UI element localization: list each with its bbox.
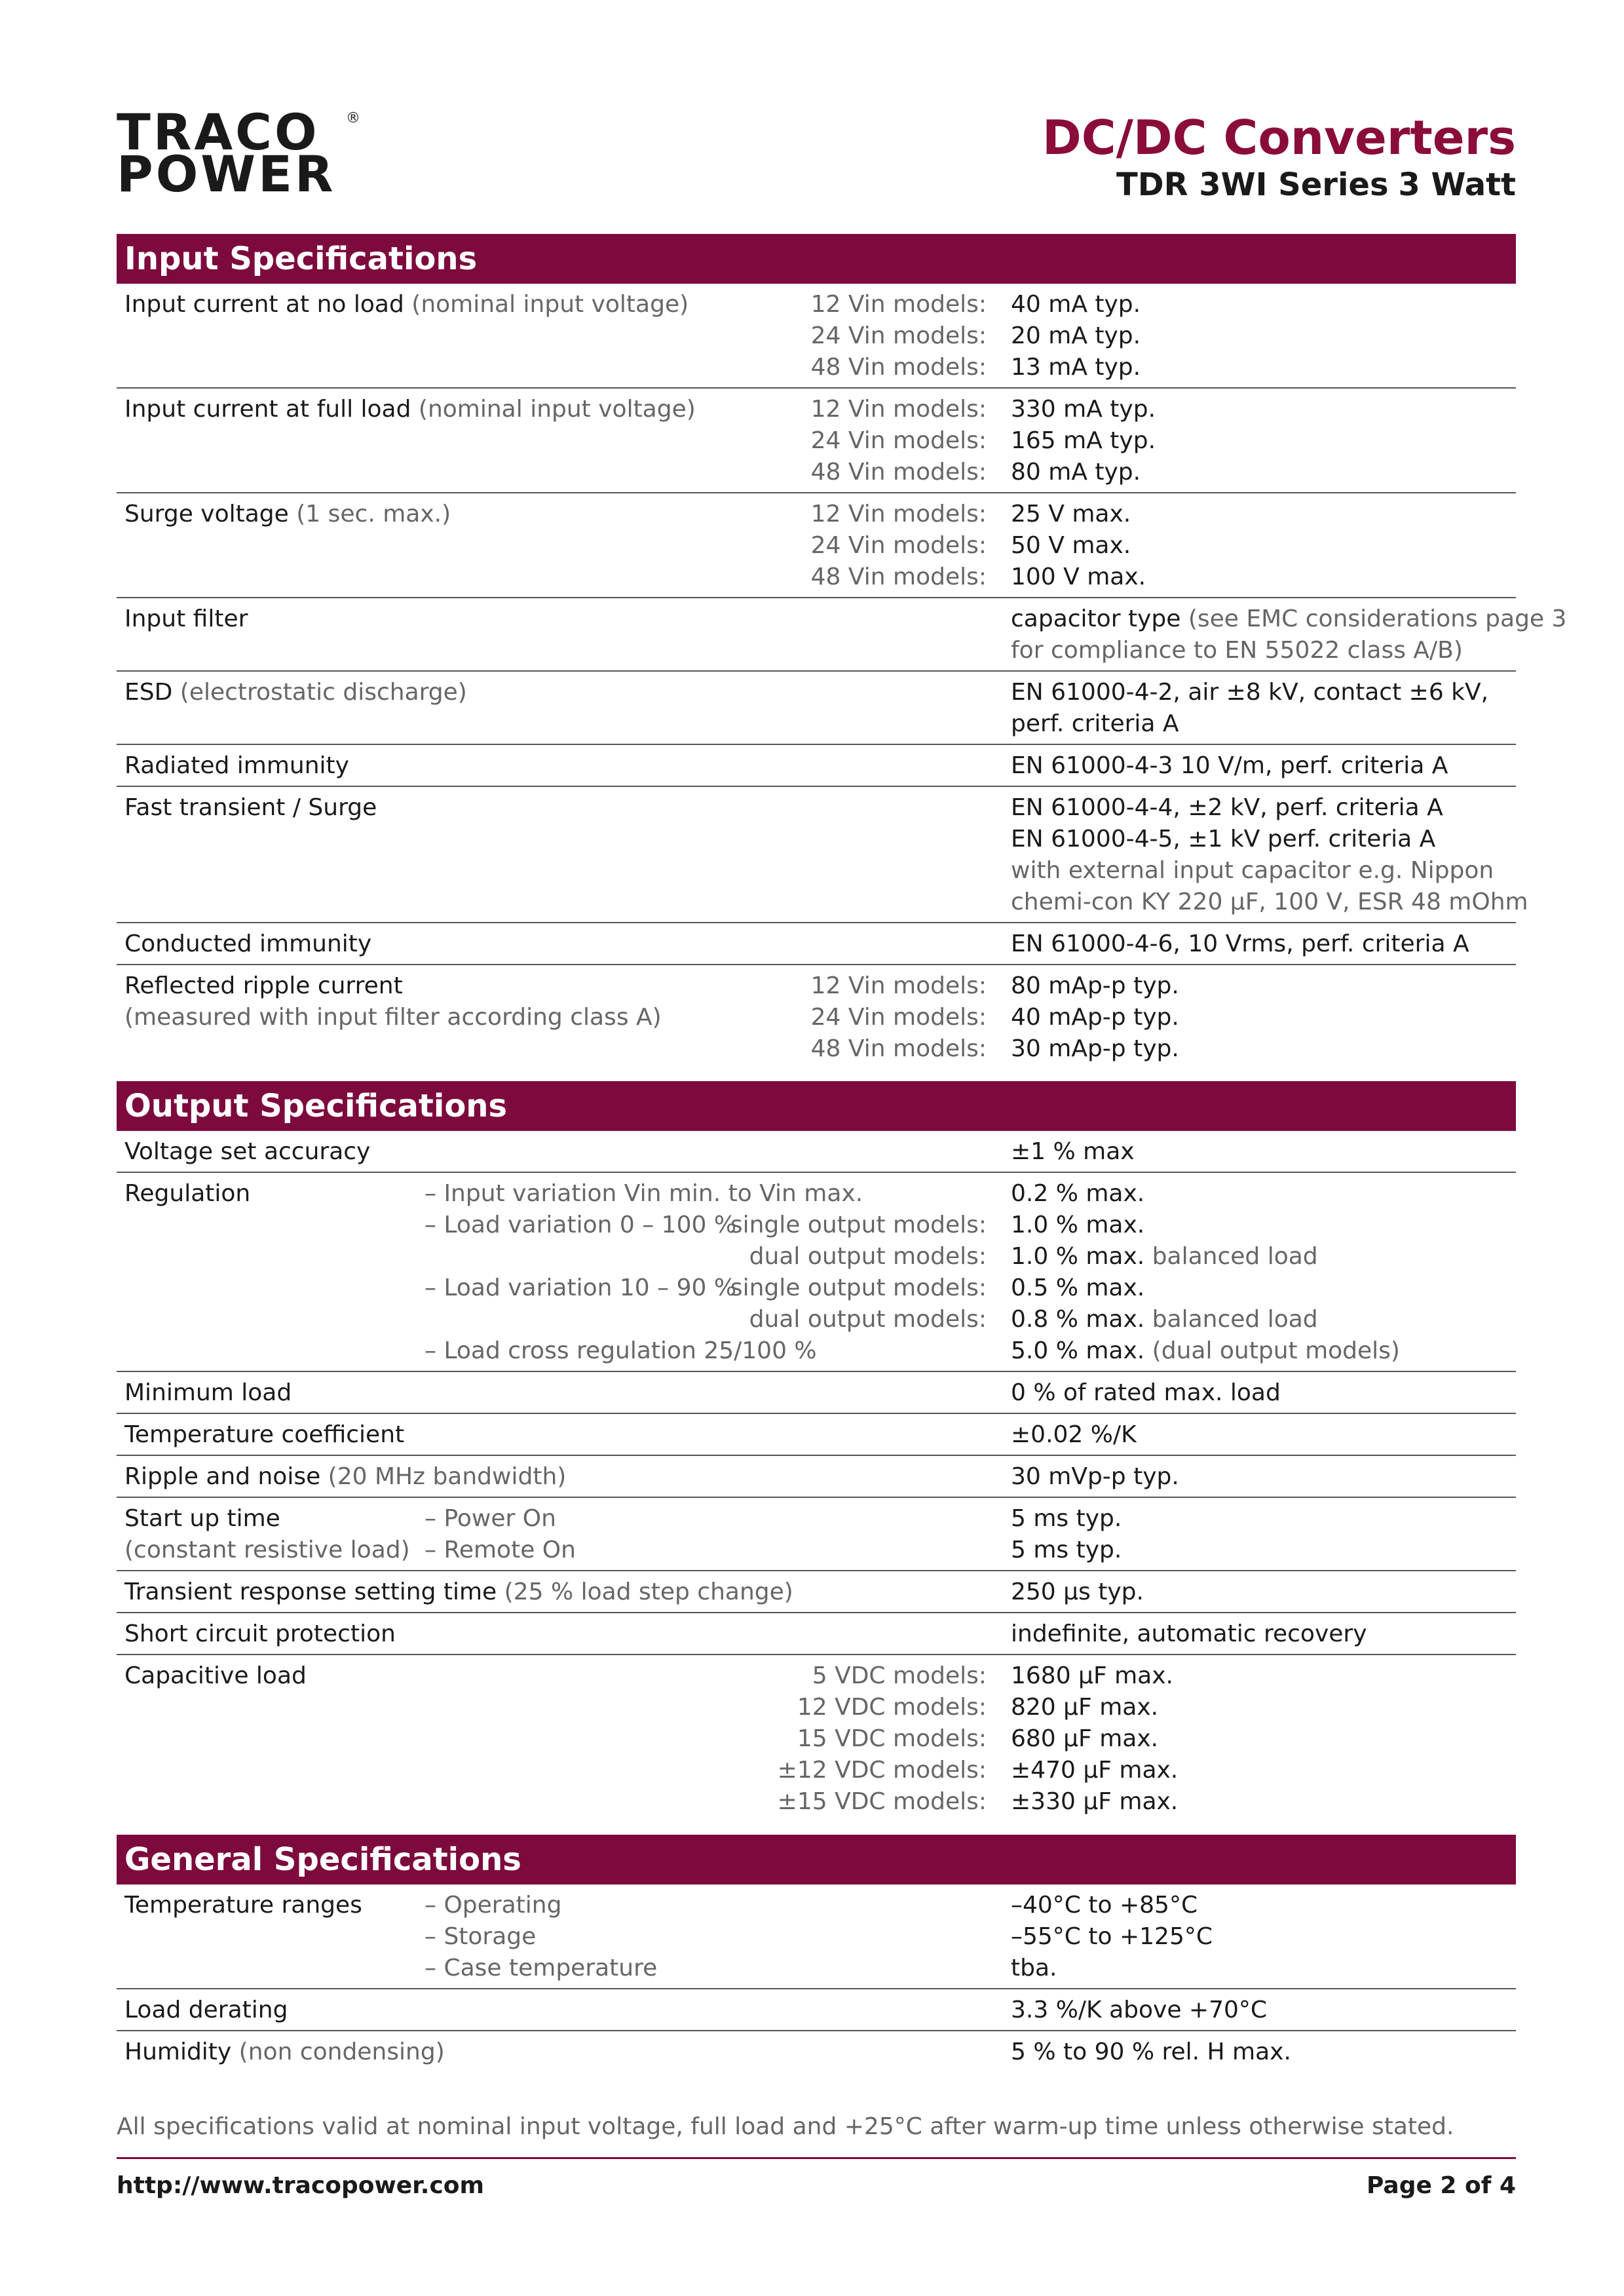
spec-value (1011, 1241, 1515, 1272)
section-header: Input Specifications (117, 234, 1516, 284)
spec-value-list (1011, 289, 1515, 383)
spec-label-text: Input current at full load (124, 396, 411, 423)
spec-label-text: Short circuit protection (124, 1620, 396, 1647)
spec-label-note: (non condensing) (231, 2038, 445, 2065)
section-header: General Specifications (117, 1835, 1516, 1885)
spec-value-text: 1.0 % max. (1011, 1243, 1145, 1270)
spec-label-text: Capacitive load (124, 1662, 307, 1689)
spec-row (117, 745, 1516, 787)
spec-row (117, 965, 1516, 1069)
document-title: DC/DC Converters (1042, 110, 1516, 165)
spec-value-text: 5 ms typ. (1011, 1537, 1122, 1563)
spec-value-text: tba. (1011, 1955, 1057, 1981)
spec-value (1011, 677, 1515, 708)
spec-value-text: 80 mAp-p typ. (1011, 972, 1179, 999)
spec-value-text: ±470 µF max. (1011, 1757, 1179, 1784)
spec-row (117, 923, 1516, 965)
spec-model-list (730, 1178, 987, 1367)
spec-value-text: 50 V max. (1011, 532, 1131, 559)
spec-value (1011, 1178, 1515, 1210)
spec-value-text: 5 % to 90 % rel. H max. (1011, 2038, 1291, 2065)
spec-label (124, 970, 662, 1033)
logo-line-2: POWER (117, 145, 336, 203)
spec-label-text: Transient response setting time (124, 1578, 497, 1605)
spec-value-text: 5 ms typ. (1011, 1505, 1122, 1532)
spec-value-text: –40°C to +85°C (1011, 1892, 1198, 1919)
spec-model-label: 12 Vin models: (810, 291, 987, 318)
spec-value-list (1011, 1503, 1515, 1566)
spec-model-label: single output models: (730, 1274, 987, 1301)
spec-value-text: 820 µF max. (1011, 1694, 1159, 1721)
spec-value (1011, 887, 1528, 918)
spec-model-list (811, 499, 987, 593)
spec-label-note: (25 % load step change) (497, 1578, 793, 1605)
spec-label-text: Fast transient / Surge (124, 794, 377, 821)
footnote: All specifications valid at nominal input voltage, full load and +25°C after warm-up time unless otherwise stated. (117, 2113, 1454, 2140)
spec-label-note: (electrostatic discharge) (172, 679, 467, 706)
spec-value-list (1011, 1419, 1515, 1451)
spec-label-text: Voltage set accuracy (124, 1138, 371, 1165)
spec-value-list (1011, 750, 1515, 782)
spec-label-text: Load derating (124, 1997, 288, 2023)
spec-value-text: perf. criteria A (1011, 710, 1179, 737)
spec-value-text: ±1 % max (1011, 1138, 1135, 1165)
spec-value (1011, 603, 1567, 635)
spec-model-label: 48 Vin models: (810, 459, 987, 486)
spec-value-note: (dual output models) (1144, 1337, 1400, 1364)
document-subtitle (1116, 165, 1516, 204)
spec-value-list (1011, 603, 1567, 666)
spec-label-note: (nominal input voltage) (411, 396, 696, 423)
spec-row (117, 787, 1528, 923)
spec-model-label: 12 Vin models: (810, 396, 987, 423)
spec-value (1011, 1033, 1515, 1065)
spec-label (124, 394, 696, 425)
spec-model-label: ±15 VDC models: (777, 1788, 987, 1815)
spec-row (117, 1498, 1516, 1571)
spec-condition: – Operating (425, 1892, 562, 1919)
spec-value (1011, 1535, 1515, 1566)
spec-value-text: EN 61000-4-2, air ±8 kV, contact ±6 kV, (1011, 679, 1489, 706)
spec-label-text: Input filter (124, 605, 248, 632)
spec-value (1011, 750, 1515, 782)
spec-value-text: EN 61000-4-5, ±1 kV perf. criteria A (1011, 826, 1436, 852)
spec-label-text: Surge voltage (124, 501, 289, 527)
spec-value (1011, 792, 1515, 824)
spec-table (117, 1131, 1516, 1822)
spec-model-label: 5 VDC models: (812, 1662, 987, 1689)
spec-value-list (1011, 1178, 1515, 1367)
spec-model-list (811, 394, 987, 488)
spec-condition: – Input variation Vin min. to Vin max. (425, 1180, 863, 1207)
spec-value-text: 0.5 % max. (1011, 1274, 1145, 1301)
footer-divider (117, 2157, 1516, 2159)
spec-row (117, 1131, 1516, 1173)
spec-value-note: balanced load (1144, 1243, 1318, 1270)
spec-model-label: 48 Vin models: (810, 354, 987, 381)
spec-value (1011, 1890, 1515, 1921)
spec-label-text: Temperature coefficient (124, 1421, 405, 1448)
spec-row (117, 1372, 1516, 1414)
spec-value-note: balanced load (1144, 1306, 1318, 1333)
spec-value-text: 330 mA typ. (1011, 396, 1156, 423)
spec-label-text: Humidity (124, 2038, 232, 2065)
spec-label (124, 1377, 292, 1409)
spec-row (117, 1571, 1516, 1613)
spec-value-text: 0.2 % max. (1011, 1180, 1145, 1207)
spec-label (124, 928, 371, 960)
spec-value-list (1011, 970, 1515, 1065)
spec-value-list (1011, 499, 1515, 593)
spec-model-label: dual output models: (749, 1306, 987, 1333)
spec-label-note: (1 sec. max.) (288, 501, 451, 527)
spec-value-text: 40 mAp-p typ. (1011, 1004, 1179, 1031)
spec-value-list (1011, 928, 1515, 960)
spec-value (1011, 1786, 1515, 1818)
spec-value-list (1011, 677, 1515, 740)
spec-value-text: 13 mA typ. (1011, 354, 1141, 381)
spec-condition: – Power On (425, 1505, 556, 1532)
spec-value-list (1011, 792, 1528, 918)
spec-label (124, 289, 689, 320)
spec-label-text: Regulation (124, 1180, 251, 1207)
footer-url-link[interactable]: http://www.tracopower.com (117, 2172, 485, 2199)
spec-value-text: indefinite, automatic recovery (1011, 1620, 1367, 1647)
spec-row (117, 1989, 1516, 2031)
spec-condition: – Load variation 10 – 90 % (425, 1274, 737, 1301)
spec-value-list (1011, 1136, 1515, 1168)
spec-row (117, 2031, 1516, 2072)
spec-value (1011, 1692, 1515, 1723)
spec-value-text: 30 mVp-p typ. (1011, 1463, 1179, 1490)
spec-value (1011, 855, 1515, 887)
spec-value (1011, 1002, 1515, 1033)
spec-model-label: 12 Vin models: (810, 972, 987, 999)
spec-value (1011, 928, 1515, 960)
spec-condition: – Case temperature (425, 1955, 658, 1981)
spec-label-text: Conducted immunity (124, 930, 372, 957)
spec-value (1011, 1136, 1515, 1168)
spec-model-list (811, 970, 987, 1065)
spec-label (124, 2037, 445, 2068)
spec-value (1011, 970, 1515, 1002)
spec-value-text: 30 mAp-p typ. (1011, 1035, 1179, 1062)
spec-model-list (778, 1660, 987, 1818)
spec-row (117, 598, 1567, 672)
spec-model-label: 12 VDC models: (797, 1694, 987, 1721)
spec-label (124, 1660, 307, 1692)
spec-value (1011, 824, 1515, 855)
spec-label (124, 1577, 793, 1608)
document-title-block (1042, 110, 1516, 204)
spec-label (124, 1136, 370, 1168)
spec-label (124, 1995, 288, 2026)
spec-condition: – Storage (425, 1923, 537, 1950)
spec-value (1011, 425, 1515, 457)
spec-value-list (1011, 394, 1515, 488)
spec-value-text: 1680 µF max. (1011, 1662, 1173, 1689)
spec-value (1011, 1461, 1515, 1493)
spec-value-text: ±330 µF max. (1011, 1788, 1179, 1815)
spec-condition-list (425, 1503, 576, 1566)
spec-value-text: 100 V max. (1011, 564, 1146, 590)
section-header: Output Specifications (117, 1081, 1516, 1131)
spec-table (117, 284, 1567, 1069)
spec-value (1011, 708, 1515, 740)
spec-label (124, 792, 377, 824)
spec-value (1011, 1272, 1515, 1304)
spec-model-label: 24 Vin models: (810, 427, 987, 454)
spec-value-list (1011, 2037, 1515, 2068)
spec-value-list (1011, 1618, 1515, 1650)
spec-model-label (730, 1335, 987, 1367)
spec-value-text: 80 mA typ. (1011, 459, 1141, 486)
spec-value (1011, 1618, 1515, 1650)
spec-model-label: 48 Vin models: (810, 1035, 987, 1062)
spec-value-text: EN 61000-4-6, 10 Vrms, perf. criteria A (1011, 930, 1469, 957)
spec-value-text: capacitor type (1011, 605, 1181, 632)
spec-value (1011, 1577, 1515, 1608)
spec-value (1011, 1210, 1515, 1241)
spec-value (1011, 499, 1515, 530)
spec-label-text: Reflected ripple current (124, 972, 403, 999)
spec-value (1011, 1503, 1515, 1535)
spec-value-text: 0 % of rated max. load (1011, 1379, 1281, 1406)
spec-value-list (1011, 1995, 1515, 2026)
spec-model-label (730, 1178, 987, 1210)
spec-model-label: 15 VDC models: (797, 1725, 987, 1752)
spec-row (117, 493, 1516, 598)
spec-condition: – Load cross regulation 25/100 % (425, 1337, 817, 1364)
spec-value (1011, 635, 1515, 666)
spec-value (1011, 320, 1515, 352)
spec-value-text: 165 mA typ. (1011, 427, 1156, 454)
spec-label (124, 750, 349, 782)
spec-value (1011, 289, 1515, 320)
spec-condition: – Load variation 0 – 100 % (425, 1212, 737, 1238)
spec-value-list (1011, 1377, 1515, 1409)
spec-value (1011, 1755, 1515, 1786)
spec-model-label: 24 Vin models: (810, 1004, 987, 1031)
spec-model-label: 24 Vin models: (810, 322, 987, 349)
spec-value-text: ±0.02 %/K (1011, 1421, 1137, 1448)
spec-condition-list (425, 1890, 657, 1984)
spec-value-list (1011, 1660, 1515, 1818)
spec-value-text: 40 mA typ. (1011, 291, 1141, 318)
spec-label (124, 677, 467, 708)
spec-value (1011, 562, 1515, 593)
wattage: 3 Watt (1398, 166, 1516, 203)
registered-mark: ® (346, 110, 360, 126)
spec-value (1011, 1377, 1515, 1409)
spec-label (124, 499, 451, 530)
spec-model-list (811, 289, 987, 383)
spec-row (117, 672, 1516, 745)
spec-model-label: 48 Vin models: (810, 564, 987, 590)
spec-row (117, 1414, 1516, 1456)
spec-row (117, 1885, 1516, 1989)
spec-sublabel: (constant resistive load) (124, 1537, 410, 1563)
spec-label (124, 1503, 410, 1566)
spec-label (124, 1618, 396, 1650)
spec-label (124, 1461, 566, 1493)
spec-label (124, 1178, 250, 1210)
spec-label (124, 1890, 362, 1921)
spec-value-note: for compliance to EN 55022 class A/B) (1011, 637, 1463, 664)
spec-value-note: (see EMC considerations page 3 (1180, 605, 1567, 632)
spec-value-note: with external input capacitor e.g. Nippon (1011, 857, 1494, 884)
logo-line-1: TRACO (117, 103, 320, 161)
spec-value-text: 20 mA typ. (1011, 322, 1141, 349)
spec-label-text: Input current at no load (124, 291, 404, 318)
spec-value-list (1011, 1577, 1515, 1608)
spec-label-text: Temperature ranges (124, 1892, 362, 1919)
spec-row (117, 284, 1516, 389)
spec-row (117, 1173, 1516, 1372)
spec-value-list (1011, 1890, 1515, 1984)
spec-model-label: dual output models: (749, 1243, 987, 1270)
spec-value (1011, 1953, 1515, 1984)
spec-label (124, 603, 248, 635)
spec-value-note: chemi-con KY 220 µF, 100 V, ESR 48 mOhm (1011, 889, 1528, 915)
page-number: Page 2 of 4 (1367, 2172, 1516, 2199)
spec-label-text: Ripple and noise (124, 1463, 321, 1490)
spec-value-text: 0.8 % max. (1011, 1306, 1145, 1333)
spec-value (1011, 1660, 1515, 1692)
spec-label-text: ESD (124, 679, 173, 706)
spec-value (1011, 394, 1515, 425)
spec-value (1011, 1995, 1515, 2026)
spec-value (1011, 1304, 1515, 1335)
spec-value-text: EN 61000-4-3 10 V/m, perf. criteria A (1011, 752, 1448, 779)
spec-row (117, 389, 1516, 493)
spec-model-label: 24 Vin models: (810, 532, 987, 559)
spec-value (1011, 457, 1515, 488)
spec-label-text: Radiated immunity (124, 752, 349, 779)
spec-row (117, 1655, 1516, 1822)
spec-value (1011, 1723, 1515, 1755)
spec-value-text: 1.0 % max. (1011, 1212, 1145, 1238)
spec-model-label: ±12 VDC models: (777, 1757, 987, 1784)
spec-condition: – Remote On (425, 1537, 576, 1563)
spec-label-text: Minimum load (124, 1379, 292, 1406)
spec-table (117, 1885, 1516, 2072)
spec-label-note: (nominal input voltage) (404, 291, 689, 318)
series-name: TDR 3WI Series (1116, 166, 1389, 203)
spec-value-text: 680 µF max. (1011, 1725, 1159, 1752)
spec-model-label: 12 Vin models: (810, 501, 987, 527)
spec-value-text: 5.0 % max. (1011, 1337, 1145, 1364)
spec-row (117, 1613, 1516, 1655)
spec-value (1011, 2037, 1515, 2068)
spec-value-text: –55°C to +125°C (1011, 1923, 1213, 1950)
spec-value-text: 25 V max. (1011, 501, 1131, 527)
spec-label (124, 1419, 404, 1451)
traco-power-logo (117, 103, 366, 203)
spec-label-text: Start up time (124, 1505, 280, 1532)
spec-value-list (1011, 1461, 1515, 1493)
spec-value (1011, 1921, 1515, 1953)
spec-model-label: single output models: (730, 1212, 987, 1238)
spec-value (1011, 530, 1515, 562)
spec-value-text: 3.3 %/K above +70°C (1011, 1997, 1268, 2023)
spec-value (1011, 1419, 1515, 1451)
spec-sublabel: (measured with input filter according class A) (124, 1004, 662, 1031)
spec-row (117, 1456, 1516, 1498)
spec-label-note: (20 MHz bandwidth) (320, 1463, 567, 1490)
spec-value (1011, 352, 1515, 383)
spec-value-text: EN 61000-4-4, ±2 kV, perf. criteria A (1011, 794, 1443, 821)
spec-value-text: 250 µs typ. (1011, 1578, 1144, 1605)
spec-value (1011, 1335, 1515, 1367)
